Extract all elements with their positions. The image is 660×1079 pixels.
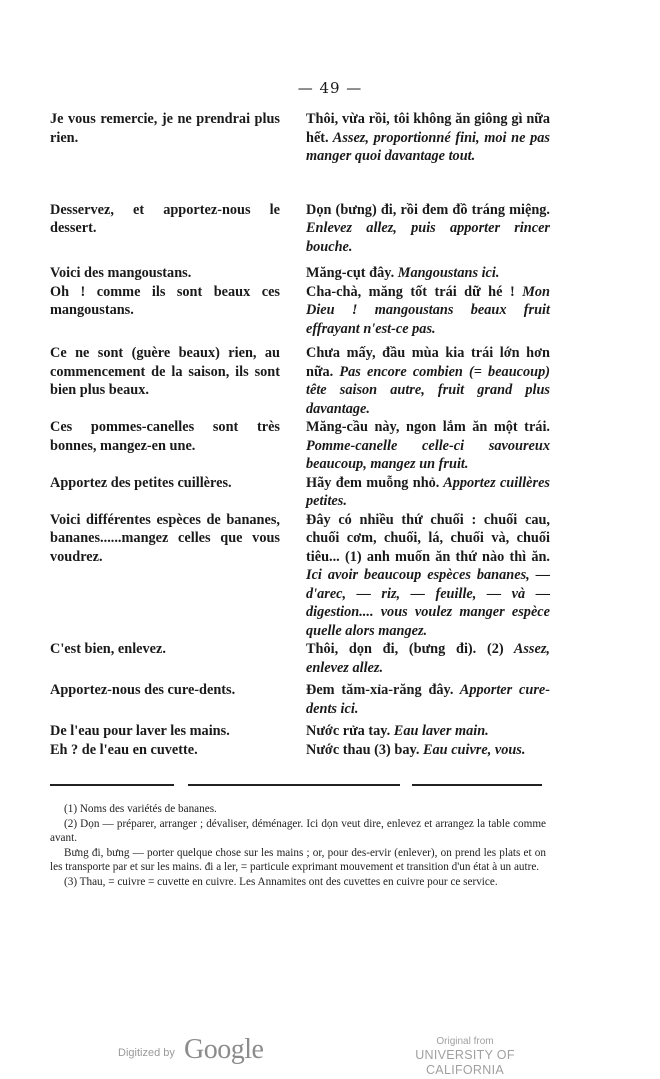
literal-translation: Enlevez allez, puis apporter rincer bouche. <box>306 220 550 255</box>
french-text: Apportez-nous des cure-dents. <box>50 682 236 698</box>
literal-translation: Assez, enlevez allez. <box>306 641 550 676</box>
digitized-by-label: Digitized by <box>118 1047 175 1059</box>
page-number: — 49 — <box>297 79 363 97</box>
literal-translation: Assez, proportionné fini, moi ne pas manger quoi davantage tout. <box>306 129 550 164</box>
french-text: Oh ! comme ils sont beaux ces mangoustans. <box>50 283 280 318</box>
text-row <box>50 474 550 511</box>
text-row <box>50 344 550 418</box>
vietnamese-text: Măng-cầu này, ngon lắm ăn một trái. Pomme-canelle celle-ci savoureux beaucoup, mangez un fruit. <box>306 419 550 472</box>
digitization-footer <box>0 1034 660 1077</box>
text-row <box>50 741 550 760</box>
vietnamese-text: Thôi, vừa rồi, tôi không ăn giông gì nữa hết. Assez, proportionné fini, moi ne pas manger quoi davantage tout. <box>306 111 550 164</box>
literal-translation: Eau cuivre, vous. <box>419 741 526 758</box>
literal-translation: Apporter cure-dents ici. <box>306 682 551 717</box>
footnote-separator <box>412 784 542 786</box>
vietnamese-text: Thôi, dọn đi, (bưng đi). (2) Assez, enlevez allez. <box>306 641 550 676</box>
text-row <box>50 264 550 283</box>
footnote: (3) Thau, = cuivre = cuvette en cuivre. Les Annamites ont des cuvettes en cuivre pour ce service. <box>64 875 498 888</box>
text-row <box>50 511 550 641</box>
vietnamese-text: Hãy đem muỗng nhỏ. Apportez cuillères petites. <box>306 474 550 509</box>
french-text: Ce ne sont (guère beaux) rien, au commencement de la saison, ils sont bien plus beaux. <box>50 345 280 398</box>
original-from-label: Original from <box>436 1036 494 1047</box>
footnote: (1) Noms des variétés de bananes. <box>64 803 217 815</box>
footnotes <box>50 802 546 890</box>
vietnamese-text: Đem tăm-xỉa-răng đây. Apporter cure-dents ici. <box>306 682 551 717</box>
french-text: Desservez, et apportez-nous le dessert. <box>50 201 280 236</box>
french-text: C'est bien, enlevez. <box>50 641 166 657</box>
original-source <box>380 1036 550 1078</box>
footnote: Bưng đi, bưng — porter quelque chose sur les mains ; or, pour des-ervir (enlever), on prend les plats et on les transporte par et sur les mains. đi a ler, = particule exprimant mouvement et transition d'un état à un autre. <box>50 846 546 874</box>
french-text: Je vous remercie, je ne prendrai plus rien. <box>50 111 280 146</box>
literal-translation: Pas encore combien (= beaucoup) tête saison autre, fruit grand plus davantage. <box>306 363 550 417</box>
french-text: De l'eau pour laver les mains. <box>50 723 230 739</box>
literal-translation: Pomme-canelle celle-ci savoureux beaucoup, mangez un fruit. <box>306 437 550 472</box>
footnote-separator <box>50 784 174 786</box>
french-text: Apportez des petites cuillères. <box>50 474 232 491</box>
text-row <box>50 681 550 718</box>
vietnamese-text: Đây có nhiều thứ chuối : chuối cau, chuối cơm, chuối, lá, chuối và, chuối tiêu... (1) anh muốn ăn thứ nào thì ăn. Ici avoir beaucoup espèces bananes, — d'arec, — riz, — feuille, — và — digestion.... vous voulez manger espèce quelle alors mangez. <box>306 511 550 639</box>
vietnamese-text: Măng-cụt đây. Mangoustans ici. <box>306 265 500 281</box>
vietnamese-text: Nước thau (3) bay. Eau cuivre, vous. <box>306 741 526 758</box>
text-row <box>50 283 550 339</box>
text-row <box>50 110 550 166</box>
text-row <box>50 640 550 677</box>
french-text: Voici différentes espèces de bananes, bananes......mangez celles que vous voudrez. <box>50 511 280 565</box>
french-text: Eh ? de l'eau en cuvette. <box>50 741 198 758</box>
french-text: Ces pommes-canelles sont très bonnes, mangez-en une. <box>50 419 280 454</box>
literal-translation: Eau laver main. <box>390 723 489 739</box>
university-label: UNIVERSITY OF CALIFORNIA <box>415 1048 515 1077</box>
literal-translation: Mon Dieu ! mangoustans beaux fruit effrayant n'est-ce pas. <box>306 283 551 337</box>
text-row <box>50 418 550 474</box>
footnote: (2) Dọn — préparer, arranger ; dévaliser, déménager. Ici dọn veut dire, enlevez et arrangez la table comme avant. <box>50 817 546 845</box>
vietnamese-text: Cha-chà, măng tốt trái dữ hé ! Mon Dieu ! mangoustans beaux fruit effrayant n'est-ce pas. <box>306 283 551 337</box>
text-row <box>50 722 550 741</box>
literal-translation: Mangoustans ici. <box>394 265 500 281</box>
footnote-separator <box>188 784 400 786</box>
text-row <box>50 201 550 257</box>
vietnamese-text: Dọn (bưng) đi, rồi đem đồ tráng miệng. Enlevez allez, puis apporter rincer bouche. <box>306 201 550 255</box>
literal-translation: Apportez cuillères petites. <box>306 474 550 509</box>
literal-translation: Ici avoir beaucoup espèces bananes, — d'arec, — riz, — feuille, — và — digestion.... vous voulez manger espèce quelle alors mangez. <box>306 567 550 639</box>
vietnamese-text: Nước rửa tay. Eau laver main. <box>306 723 489 739</box>
vietnamese-text: Chưa mấy, đầu mùa kia trái lớn hơn nữa. Pas encore combien (= beaucoup) tête saison autre, fruit grand plus davantage. <box>306 345 550 417</box>
french-text: Voici des mangoustans. <box>50 265 192 281</box>
google-logo: Google <box>184 1034 264 1065</box>
bilingual-text <box>50 110 550 759</box>
